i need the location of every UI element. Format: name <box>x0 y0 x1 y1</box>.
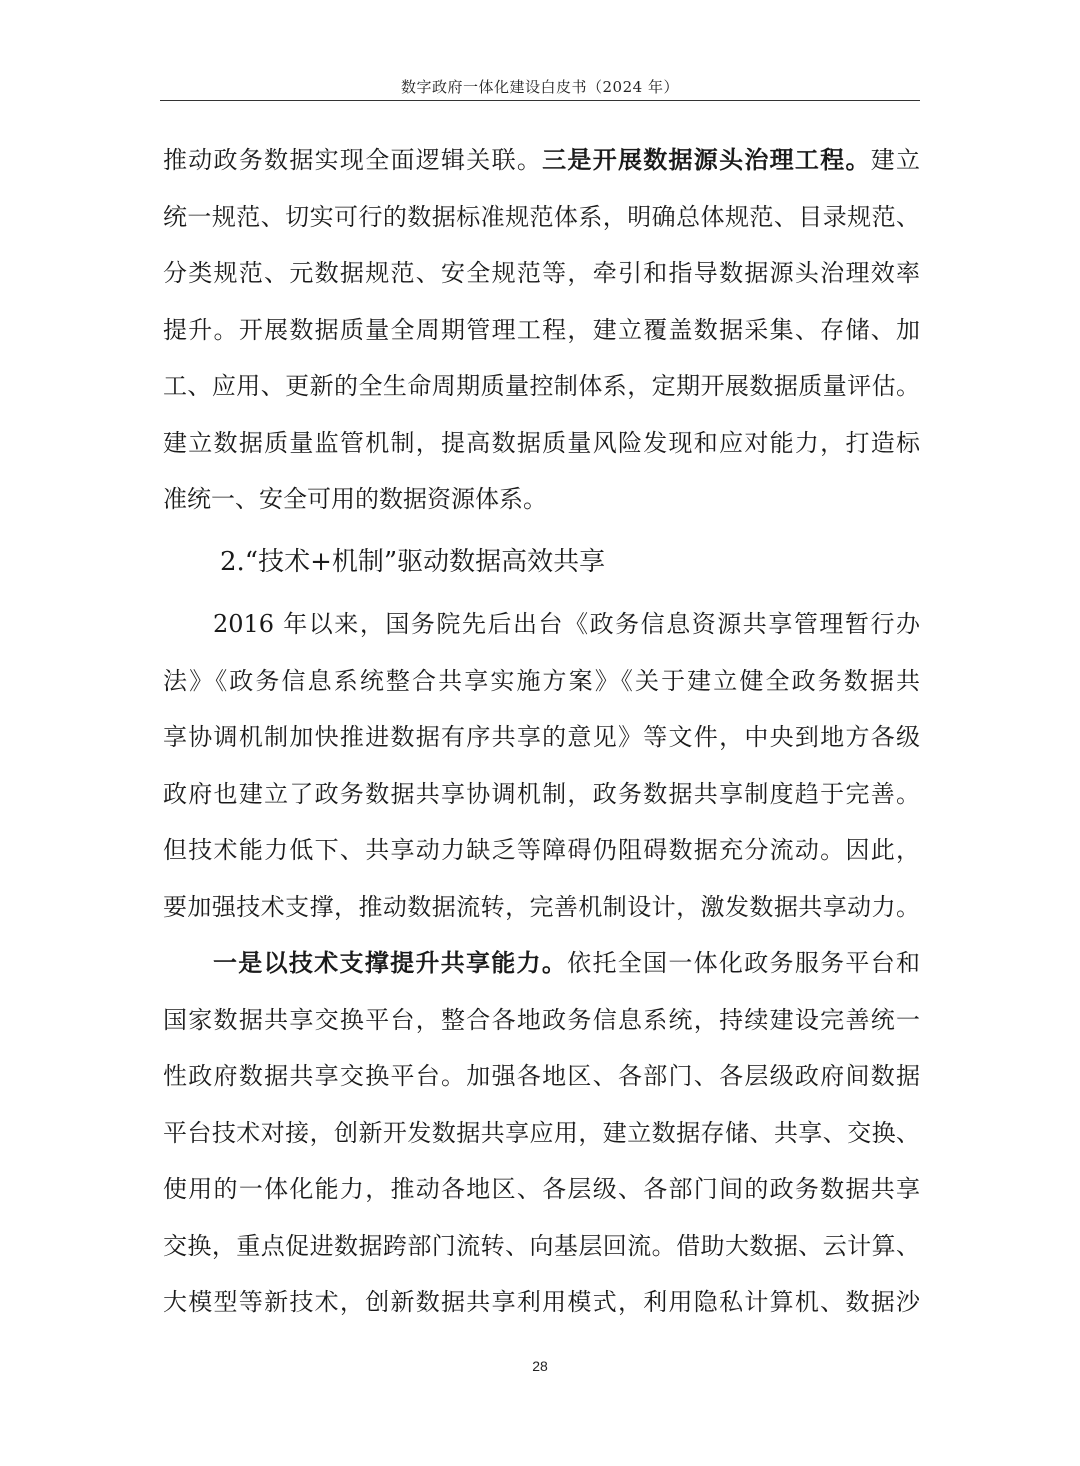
text-line: 国家数据共享交换平台，整合各地政务信息系统，持续建设完善统一 <box>163 1006 920 1034</box>
text-line: 但技术能力低下、共享动力缺乏等障碍仍阻碍数据充分流动。因此， <box>163 836 920 864</box>
text-line: 工、应用、更新的全生命周期质量控制体系，定期开展数据质量评估。 <box>163 372 920 400</box>
text-span: 建立 <box>870 146 920 174</box>
text-line <box>213 948 920 978</box>
bold-lead-in: 一是以技术支撑提升共享能力。 <box>213 949 568 977</box>
text-line: 交换，重点促进数据跨部门流转、向基层回流。借助大数据、云计算、 <box>163 1232 920 1260</box>
text-line: 建立数据质量监管机制，提高数据质量风险发现和应对能力，打造标 <box>163 429 920 457</box>
text-line: 大模型等新技术，创新数据共享利用模式，利用隐私计算机、数据沙 <box>163 1288 920 1316</box>
text-line: 使用的一体化能力，推动各地区、各层级、各部门间的政务数据共享 <box>163 1175 920 1203</box>
page-header: 数字政府一体化建设白皮书（2024 年） <box>401 78 679 96</box>
text-line: 法》《政务信息系统整合共享实施方案》《关于建立健全政务数据共 <box>163 667 920 695</box>
text-line: 享协调机制加快推进数据有序共享的意见》等文件，中央到地方各级 <box>163 723 920 751</box>
text-line: 分类规范、元数据规范、安全规范等，牵引和指导数据源头治理效率 <box>163 259 920 287</box>
header-divider <box>160 100 920 101</box>
page-number: 28 <box>532 1358 548 1374</box>
text-line <box>163 145 920 175</box>
text-line: 性政府数据共享交换平台。加强各地区、各部门、各层级政府间数据 <box>163 1062 920 1090</box>
text-line: 要加强技术支撑，推动数据流转，完善机制设计，激发数据共享动力。 <box>163 893 920 921</box>
bold-lead-in: 三是开展数据源头治理工程。 <box>542 146 871 174</box>
section-heading: 2.“技术+机制”驱动数据高效共享 <box>220 547 606 577</box>
text-line: 提升。开展数据质量全周期管理工程，建立覆盖数据采集、存储、加 <box>163 316 920 344</box>
text-line: 平台技术对接，创新开发数据共享应用，建立数据存储、共享、交换、 <box>163 1119 920 1147</box>
text-span: 依托全国一体化政务服务平台和 <box>567 949 920 977</box>
text-line: 统一规范、切实可行的数据标准规范体系，明确总体规范、目录规范、 <box>163 203 920 231</box>
text-span: 推动政务数据实现全面逻辑关联。 <box>163 146 543 174</box>
text-line: 2016 年以来，国务院先后出台《政务信息资源共享管理暂行办 <box>213 610 920 638</box>
text-line: 政府也建立了政务数据共享协调机制，政务数据共享制度趋于完善。 <box>163 780 920 808</box>
text-line: 准统一、安全可用的数据资源体系。 <box>163 485 547 513</box>
